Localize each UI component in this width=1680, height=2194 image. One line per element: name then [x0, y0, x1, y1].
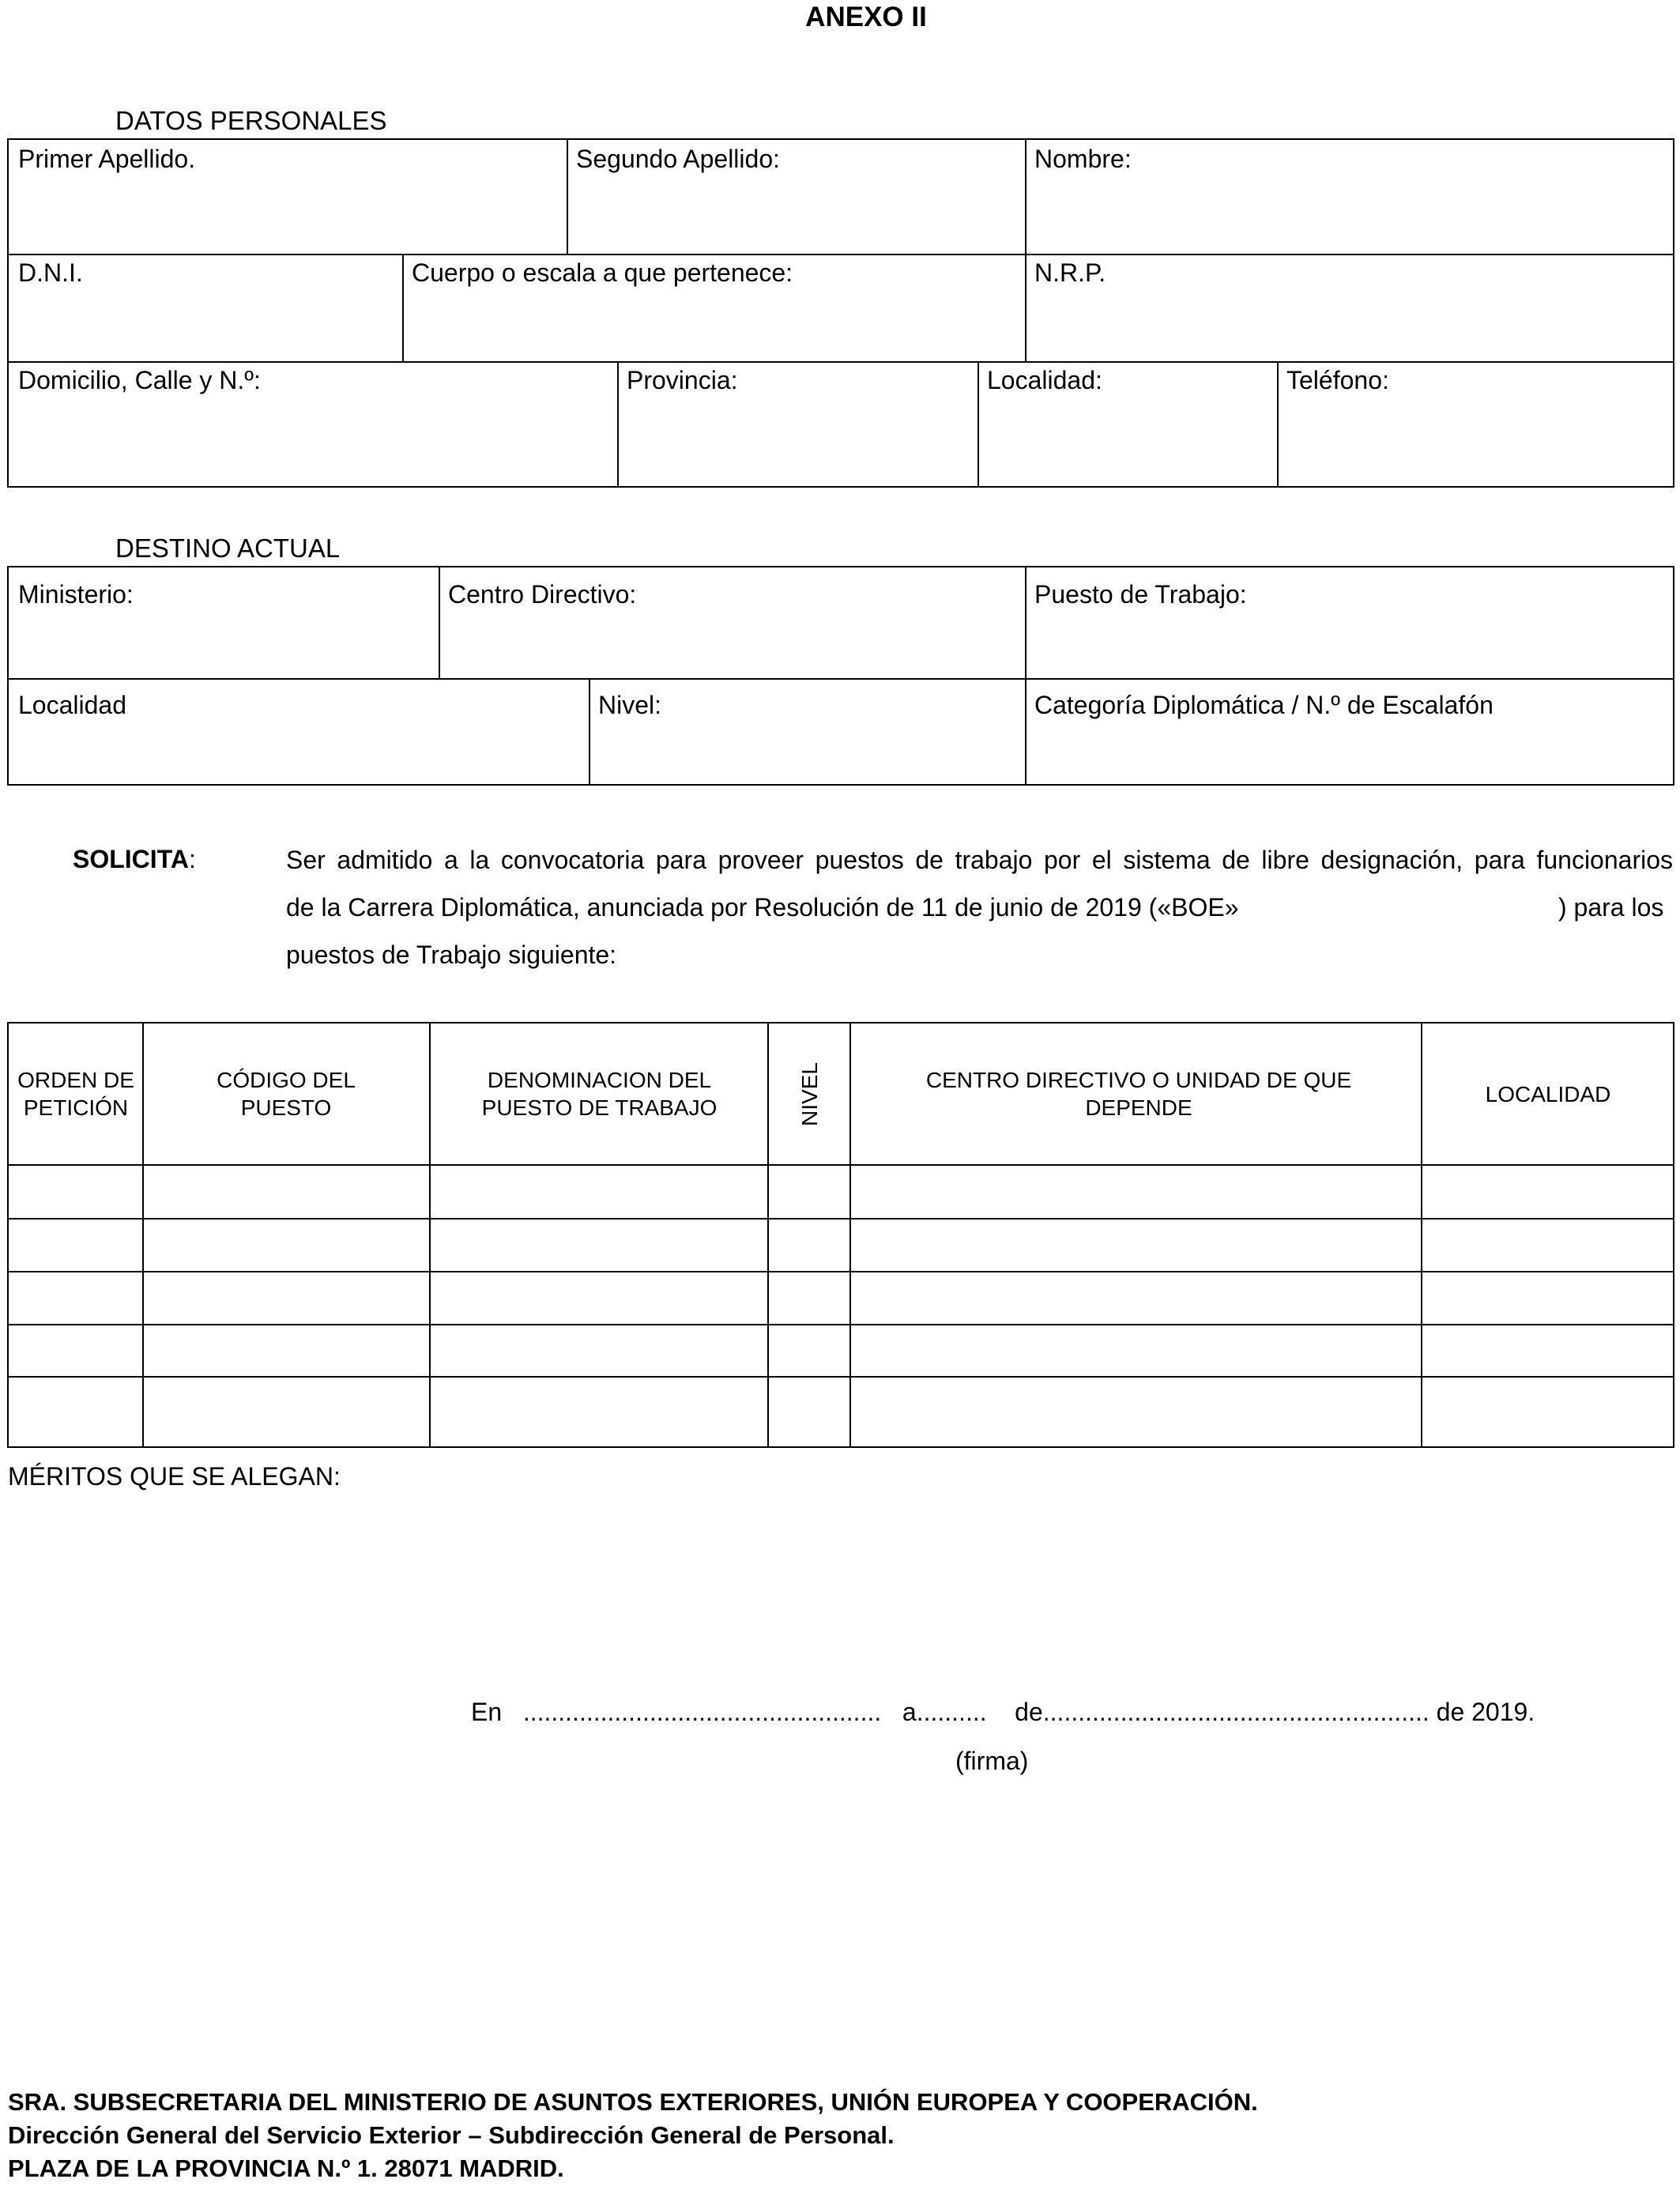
solicita-line-2a: de la Carrera Diplomática, anunciada por Resolución de 11 de junio de 2019 («BOE» — [286, 893, 1239, 922]
header-centro-directivo: CENTRO DIRECTIVO O UNIDAD DE QUE DEPENDE — [925, 1068, 1352, 1120]
fecha-lugar-field[interactable]: ................................................... — [522, 1698, 882, 1726]
solicita-label-text: SOLICITA — [73, 845, 189, 873]
fecha-mes-field[interactable]: de....................................................... — [1015, 1698, 1430, 1726]
field-dni[interactable]: D.N.I. — [18, 258, 83, 287]
meritos-label: MÉRITOS QUE SE ALEGAN: — [8, 1462, 341, 1491]
destino-actual-grid — [7, 566, 1674, 786]
field-domicilio[interactable]: Domicilio, Calle y N.º: — [18, 366, 261, 394]
field-primer-apellido[interactable]: Primer Apellido. — [18, 145, 196, 173]
header-nivel — [769, 1023, 849, 1164]
row-divider — [9, 1376, 1673, 1378]
field-centro-directivo[interactable]: Centro Directivo: — [448, 580, 637, 609]
header-divider — [9, 1164, 1673, 1166]
solicita-line-1: Ser admitido a la convocatoria para proveer puestos de trabajo por el sistema de libre designación, para funcionarios — [286, 846, 1673, 874]
col-divider — [849, 1023, 851, 1446]
field-localidad-destino[interactable]: Localidad — [18, 691, 126, 719]
fecha-line — [471, 1698, 1535, 1727]
solicita-line-3: puestos de Trabajo siguiente: — [286, 941, 617, 969]
document-title: ANEXO II — [805, 2, 927, 32]
field-ministerio[interactable]: Ministerio: — [18, 580, 134, 609]
solicita-line-2b: ) para los — [1558, 893, 1664, 922]
field-telefono[interactable]: Teléfono: — [1286, 366, 1389, 394]
solicita-label — [73, 845, 196, 874]
field-puesto-trabajo[interactable]: Puesto de Trabajo: — [1034, 580, 1247, 609]
header-nivel-text: NIVEL — [797, 1061, 822, 1126]
field-nrp[interactable]: N.R.P. — [1034, 258, 1106, 287]
header-codigo-puesto: CÓDIGO DEL PUESTO — [217, 1068, 356, 1120]
col-divider — [429, 1023, 431, 1446]
puestos-table — [7, 1022, 1674, 1448]
row-divider — [9, 1324, 1673, 1325]
destino-actual-heading: DESTINO ACTUAL — [115, 533, 341, 563]
footer-address: PLAZA DE LA PROVINCIA N.º 1. 28071 MADRID. — [8, 2154, 564, 2182]
solicita-colon: : — [188, 845, 196, 873]
field-segundo-apellido[interactable]: Segundo Apellido: — [576, 145, 780, 173]
header-orden-peticion: ORDEN DE PETICIÓN — [17, 1068, 134, 1120]
col-divider — [1421, 1023, 1422, 1446]
field-cuerpo-escala[interactable]: Cuerpo o escala a que pertenece: — [412, 258, 793, 287]
fecha-dia-field[interactable]: a.......... — [902, 1698, 987, 1726]
row-divider — [9, 254, 1673, 255]
footer-direccion: Dirección General del Servicio Exterior – Subdirección General de Personal. — [8, 2121, 895, 2149]
col-divider — [142, 1023, 144, 1446]
header-denominacion-puesto: DENOMINACION DEL PUESTO DE TRABAJO — [481, 1068, 718, 1120]
footer-addressee: SRA. SUBSECRETARIA DEL MINISTERIO DE ASUNTOS EXTERIORES, UNIÓN EUROPEA Y COOPERACIÓN. — [8, 2088, 1258, 2116]
row-divider — [9, 678, 1673, 680]
fecha-anio: de 2019. — [1436, 1698, 1535, 1726]
row-divider — [9, 1271, 1673, 1272]
row-divider — [9, 1218, 1673, 1220]
datos-personales-grid — [7, 138, 1674, 488]
field-provincia[interactable]: Provincia: — [627, 366, 738, 394]
fecha-en: En — [471, 1698, 503, 1726]
field-localidad[interactable]: Localidad: — [987, 366, 1102, 394]
field-nombre[interactable]: Nombre: — [1034, 145, 1132, 173]
firma-label: (firma) — [955, 1747, 1029, 1775]
header-localidad: LOCALIDAD — [1485, 1081, 1611, 1106]
datos-personales-heading: DATOS PERSONALES — [115, 106, 387, 135]
field-categoria-diplomatica[interactable]: Categoría Diplomática / N.º de Escalafón — [1034, 691, 1494, 719]
field-nivel[interactable]: Nivel: — [598, 691, 662, 719]
